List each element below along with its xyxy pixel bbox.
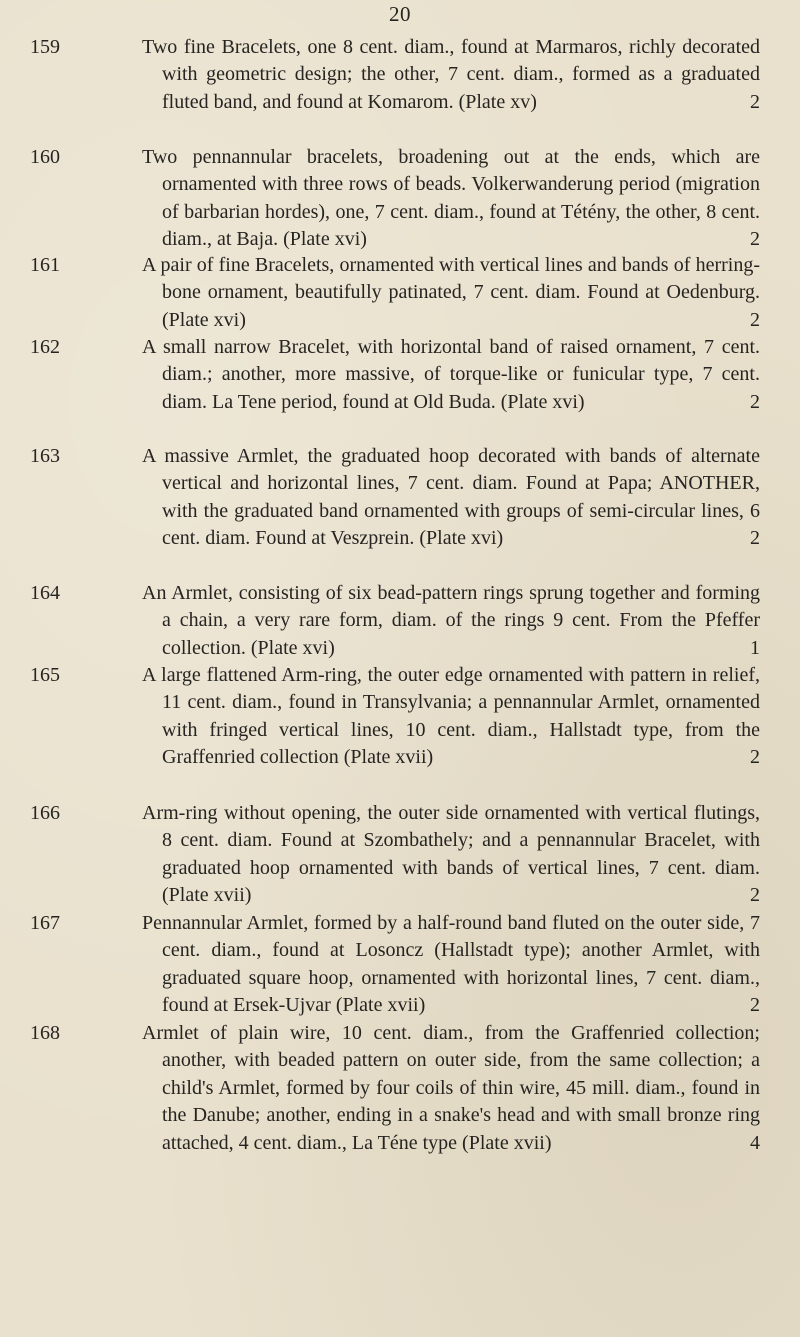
page-number: 20 xyxy=(389,2,411,26)
lot-quantity: 2 xyxy=(750,90,760,113)
lot-quantity: 2 xyxy=(750,884,760,907)
lot-number: 168 xyxy=(30,1022,60,1044)
lot-description xyxy=(142,910,760,1020)
lot-quantity: 2 xyxy=(750,228,760,251)
lot-text: Two fine Bracelets, one 8 cent. diam., found at Marmaros, richly decorated with geometric design; the other, 7 cent. diam., formed as a graduated fluted band, and found at Komarom. (Plate xv) xyxy=(142,36,760,113)
lot-quantity: 2 xyxy=(750,308,760,331)
lot-number: 162 xyxy=(30,336,60,358)
lot-description xyxy=(142,1020,760,1157)
lot-description xyxy=(142,144,760,254)
lot-text: A pair of fine Bracelets, ornamented with vertical lines and bands of herring-bone ornament, beautifully patinated, 7 cent. diam. Found at Oedenburg. (Plate xvi) xyxy=(142,254,760,331)
lot-description xyxy=(142,334,760,416)
lot-number: 160 xyxy=(30,146,60,168)
lot-quantity: 2 xyxy=(750,527,760,550)
lot-text: A large flattened Arm-ring, the outer edge ornamented with pattern in relief, 11 cent. diam., found in Transylvania; a pennannular Armlet, ornamented with fringed vertical lines, 10 cent. diam., Hallstadt type, from the Graffenried collection (Plate xvii) xyxy=(142,664,760,769)
lot-quantity: 2 xyxy=(750,390,760,413)
lot-description xyxy=(142,443,760,553)
lot-text: Pennannular Armlet, formed by a half-round band fluted on the outer side, 7 cent. diam., found at Losoncz (Hallstadt type); another Armlet, with graduated square hoop, ornamented with horizontal lines, 7 cent. diam., found at Ersek-Ujvar (Plate xvii) xyxy=(142,912,760,1017)
lot-number: 166 xyxy=(30,802,60,824)
lot-text: An Armlet, consisting of six bead-pattern rings sprung together and forming a chain, a very rare form, diam. of the rings 9 cent. From the Pfeffer collection. (Plate xvi) xyxy=(142,582,760,659)
lot-description xyxy=(142,252,760,334)
lot-quantity: 1 xyxy=(750,636,760,659)
lot-quantity: 2 xyxy=(750,746,760,769)
lot-description xyxy=(142,800,760,910)
lot-quantity: 4 xyxy=(750,1131,760,1154)
lot-number: 165 xyxy=(30,664,60,686)
lot-number: 163 xyxy=(30,445,60,467)
lot-number: 167 xyxy=(30,912,60,934)
lot-text: A massive Armlet, the graduated hoop decorated with bands of alternate vertical and horizontal lines, 7 cent. diam. Found at Papa; ANOTHER, with the graduated band ornamented with groups of semi-circular lines, 6 cent. diam. Found at Veszprein. (Plate xvi) xyxy=(142,445,760,550)
lot-number: 159 xyxy=(30,36,60,58)
lot-description xyxy=(142,662,760,772)
lot-number: 164 xyxy=(30,582,60,604)
lot-description xyxy=(142,580,760,662)
lot-text: A small narrow Bracelet, with horizontal band of raised ornament, 7 cent. diam.; another, more massive, of torque-like or funicular type, 7 cent. diam. La Tene period, found at Old Buda. (Plate xvi) xyxy=(142,336,760,413)
lot-text: Arm-ring without opening, the outer side ornamented with vertical flutings, 8 cent. diam. Found at Szombathely; and a pennannular Bracelet, with graduated hoop ornamented with bands of vertical lines, 7 cent. diam. (Plate xvii) xyxy=(142,802,760,907)
lot-number: 161 xyxy=(30,254,60,276)
lot-text: Armlet of plain wire, 10 cent. diam., from the Graffenried collection; another, with beaded pattern on outer side, from the same collection; a child's Armlet, formed by four coils of thin wire, 45 mill. diam., found in the Danube; another, ending in a snake's head and with small bronze ring attached, 4 cent. diam., La Téne type (Plate xvii) xyxy=(142,1022,760,1154)
lot-description xyxy=(142,34,760,116)
lot-quantity: 2 xyxy=(750,994,760,1017)
lot-text: Two pennannular bracelets, broadening out at the ends, which are ornamented with three rows of beads. Volkerwanderung period (migration of barbarian hordes), one, 7 cent. diam., found at Tétény, the other, 8 cent. diam., at Baja. (Plate xvi) xyxy=(142,146,760,251)
